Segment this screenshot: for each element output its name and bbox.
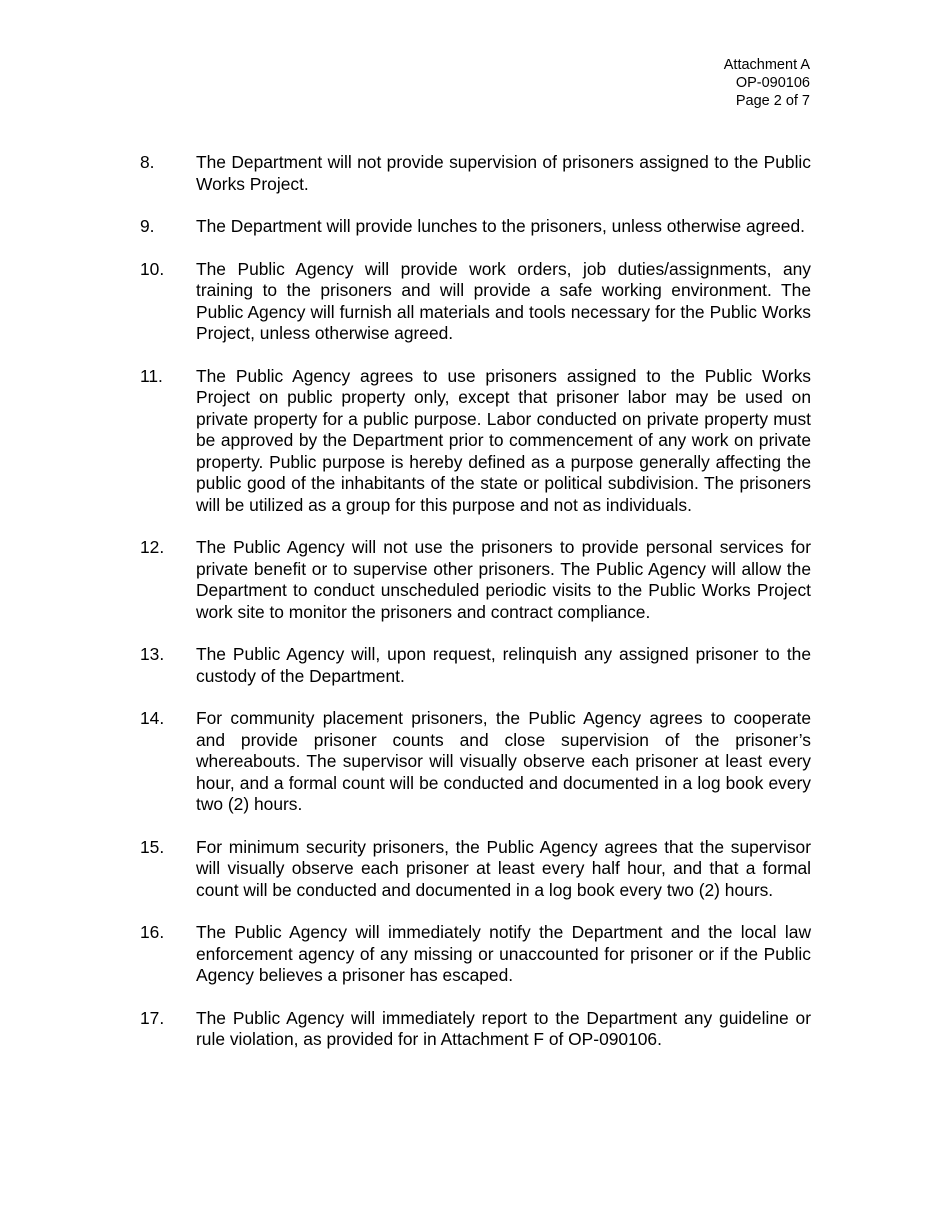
item-text: For community placement prisoners, the Public Agency agrees to cooperate and provide prisoner counts and close supervision of the prisoner’s whereabouts. The supervisor will visually observe each prisoner at least every hour, and a formal count will be conducted and documented in a log book every two (2) hours.: [196, 708, 811, 814]
item-text: For minimum security prisoners, the Public Agency agrees that the supervisor will visually observe each prisoner at least every half hour, and that a formal count will be conducted and documented in a log book every two (2) hours.: [196, 836, 811, 900]
list-item: [140, 644, 811, 687]
item-number: 8.: [140, 152, 155, 172]
list-item: [140, 216, 811, 238]
list-item: [140, 152, 811, 195]
item-number: 17.: [140, 1007, 165, 1028]
list-item: [140, 259, 811, 345]
item-number: 9.: [140, 216, 155, 236]
item-number: 10.: [140, 258, 165, 279]
item-number: 15.: [140, 836, 165, 857]
item-text: The Public Agency will, upon request, relinquish any assigned prisoner to the custody of the Department.: [196, 644, 811, 686]
item-number: 13.: [140, 644, 165, 664]
list-item: [140, 537, 811, 623]
item-text: The Public Agency will immediately report to the Department any guideline or rule violation, as provided for in Attachment F of OP-090106.: [196, 1007, 811, 1049]
item-text: The Public Agency will provide work orders, job duties/assignments, any training to the prisoners and will provide a safe working environment. The Public Agency will furnish all materials and tools necessary for the Public Works Project, unless otherwise agreed.: [196, 258, 811, 343]
list-item: [140, 1008, 811, 1051]
item-text: The Public Agency will immediately notify the Department and the local law enforcement agency of any missing or unaccounted for prisoner or if the Public Agency believes a prisoner has escaped.: [196, 922, 811, 985]
numbered-list: [140, 152, 811, 1072]
item-text: The Public Agency will not use the prisoners to provide personal services for private benefit or to supervise other prisoners. The Public Agency will allow the Department to conduct unscheduled periodic visits to the Public Works Project work site to monitor the prisoners and contract compliance.: [196, 537, 811, 622]
item-number: 16.: [140, 922, 165, 942]
page-number: Page 2 of 7: [735, 93, 810, 109]
list-item: [140, 922, 811, 987]
document-number: OP-090106: [735, 75, 810, 91]
item-text: The Public Agency agrees to use prisoners assigned to the Public Works Project on public property only, except that prisoner labor may be used on private property for a public purpose. Labor conducted on private property must be approved by the Department prior to commencement of any work on private property. Public purpose is hereby defined as a purpose generally affecting the public good of the inhabitants of the state or political subdivision. The prisoners will be utilized as a group for this purpose and not as individuals.: [196, 365, 811, 515]
list-item: [140, 366, 811, 517]
item-number: 12.: [140, 537, 165, 557]
page-header: [724, 56, 810, 110]
attachment-label: Attachment A: [723, 57, 810, 73]
item-text: The Department will not provide supervision of prisoners assigned to the Public Works Project.: [196, 152, 811, 194]
list-item: [140, 837, 811, 902]
list-item: [140, 708, 811, 816]
item-number: 11.: [140, 365, 163, 386]
item-number: 14.: [140, 708, 165, 728]
item-text: The Department will provide lunches to the prisoners, unless otherwise agreed.: [196, 216, 805, 236]
